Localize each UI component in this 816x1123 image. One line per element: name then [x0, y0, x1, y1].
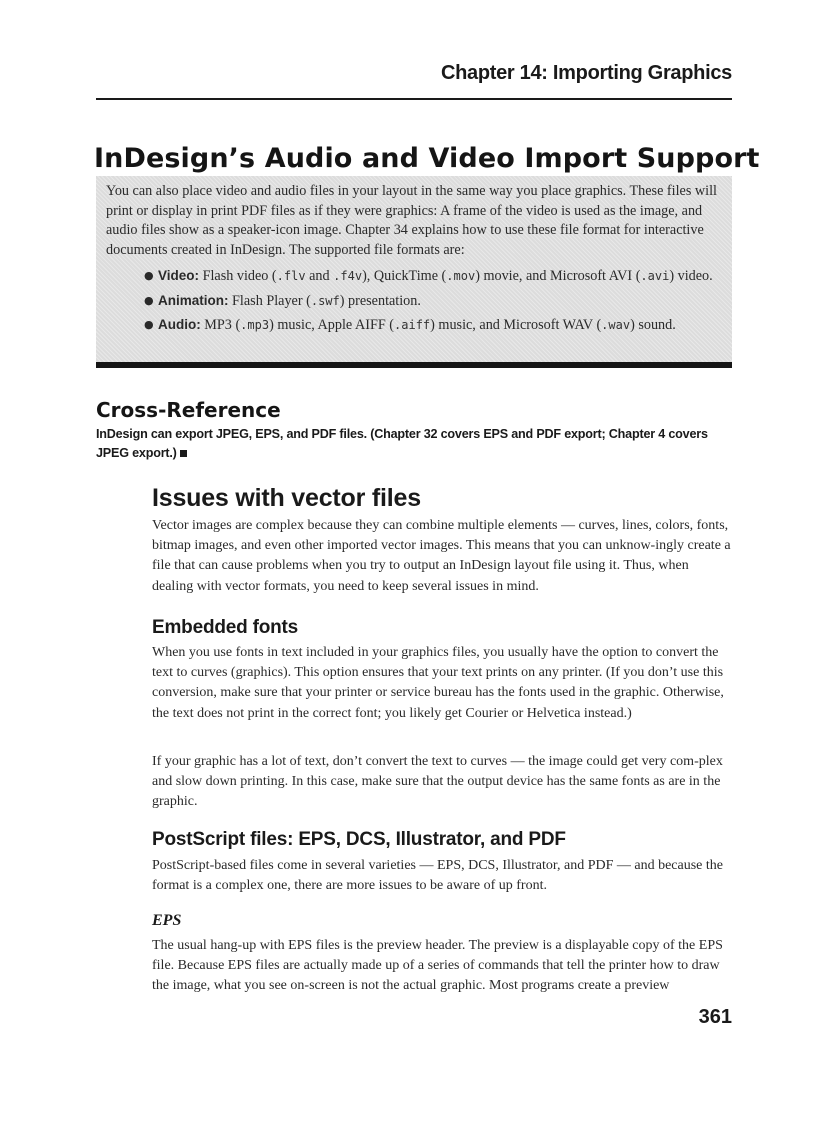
format-text: ) music, and Microsoft WAV ( — [430, 317, 602, 333]
file-extension: .wav — [601, 318, 631, 332]
format-label: Audio: — [158, 317, 201, 332]
file-extension: .flv — [276, 269, 306, 283]
cross-reference-text: InDesign can export JPEG, EPS, and PDF files. (Chapter 32 covers EPS and PDF export; Chapter 4 covers JPEG export.) — [96, 427, 708, 460]
subsection-heading-postscript: PostScript files: EPS, DCS, Illustrator, and PDF — [152, 829, 566, 850]
fonts-heading-wrap — [152, 617, 732, 639]
chapter-running-header: Chapter 14: Importing Graphics — [440, 62, 732, 84]
postscript-body-wrap — [152, 856, 732, 896]
fonts-body1-wrap — [152, 643, 732, 724]
format-item-video — [144, 266, 722, 287]
sidebar-title: InDesign’s Audio and Video Import Support — [94, 143, 760, 174]
subsection-heading-embedded-fonts: Embedded fonts — [152, 617, 299, 638]
page-number: 361 — [698, 1006, 732, 1028]
format-text: Flash video ( — [202, 268, 277, 284]
file-extension: .f4v — [333, 269, 363, 283]
embedded-fonts-paragraph-1: When you use fonts in text included in your graphics files, you usually have the option to convert the text to curves (graphics). This option ensures that your text prints on any printer. (If you don’t use this conversion, make sure that your printer or service bureau has the fonts used in the graphic. Otherwise, the text does not print in the correct font; you likely get Courier or Helvetica instead.) — [152, 645, 724, 721]
format-text: ) music, Apple AIFF ( — [269, 317, 395, 333]
format-label: Animation: — [158, 292, 229, 308]
end-mark-icon — [180, 450, 187, 457]
format-text: ) video. — [669, 268, 713, 284]
embedded-fonts-paragraph-2: If your graphic has a lot of text, don’t convert the text to curves — the image could get very com-plex and slow down printing. In this case, make sure that the output device has the same fonts as are in the graphic. — [152, 754, 723, 810]
sidebar-box — [96, 176, 732, 368]
format-item-audio — [144, 315, 722, 336]
format-text: ), QuickTime ( — [362, 268, 447, 284]
section-heading-vector: Issues with vector files — [152, 484, 421, 512]
format-text: ) movie, and Microsoft AVI ( — [475, 268, 641, 284]
format-text: ) presentation. — [339, 292, 421, 309]
postscript-paragraph: PostScript-based files come in several varieties — EPS, DCS, Illustrator, and PDF — and because the format is a complex one, there are more issues to be aware of up front. — [152, 858, 723, 894]
header-rule — [96, 98, 732, 100]
vector-section-body: Vector images are complex because they can combine multiple elements — curves, lines, colors, fonts, bitmap images, and even other imported vector images. This means that you can unknow-ingly create a file that can cause problems when you try to output an InDesign layout file using it. Thus, when dealing with vector formats, you need to keep several issues in mind. — [152, 518, 731, 594]
eps-paragraph: The usual hang-up with EPS files is the preview header. The preview is a displayable copy of the EPS file. Because EPS files are actually made up of a series of commands that tell the printer how to draw the image, what you see on-screen is not the actual graphic. Most programs create a preview — [152, 938, 723, 994]
bullet-icon: ● — [144, 318, 154, 331]
cross-reference-body — [96, 425, 732, 463]
file-extension: .aiff — [394, 318, 431, 332]
format-text: MP3 ( — [204, 317, 241, 333]
sidebar-intro: You can also place video and audio files in your layout in the same way you place graphics. These files will print or display in print PDF files as if they were graphics: A frame of the video is used as the image, and audio files show as a speaker-icon image. Chapter 34 explains how to use these file format for interactive documents created in InDesign. The supported file formats are: — [106, 183, 717, 258]
cross-reference-title: Cross-Reference — [96, 398, 281, 422]
vector-section-body-wrap — [152, 516, 732, 597]
eps-body-wrap — [152, 936, 732, 997]
file-extension: .swf — [310, 293, 340, 308]
format-text: Flash Player ( — [232, 292, 311, 309]
file-extension: .mov — [446, 269, 476, 283]
eps-heading-wrap — [152, 912, 732, 930]
bullet-icon: ● — [144, 293, 154, 307]
sidebar-title-row — [94, 138, 760, 174]
format-label: Video: — [158, 268, 200, 283]
subsection-heading-eps: EPS — [152, 912, 182, 929]
format-item-animation — [144, 291, 722, 312]
file-extension: .mp3 — [240, 318, 270, 332]
file-extension: .avi — [640, 269, 670, 283]
format-text: and — [305, 268, 334, 284]
vector-section-heading-wrap — [152, 484, 732, 513]
postscript-heading-wrap — [152, 829, 732, 851]
format-text: ) sound. — [630, 317, 676, 333]
format-list — [144, 266, 722, 336]
bullet-icon: ● — [144, 269, 154, 282]
fonts-body2-wrap — [152, 752, 732, 813]
